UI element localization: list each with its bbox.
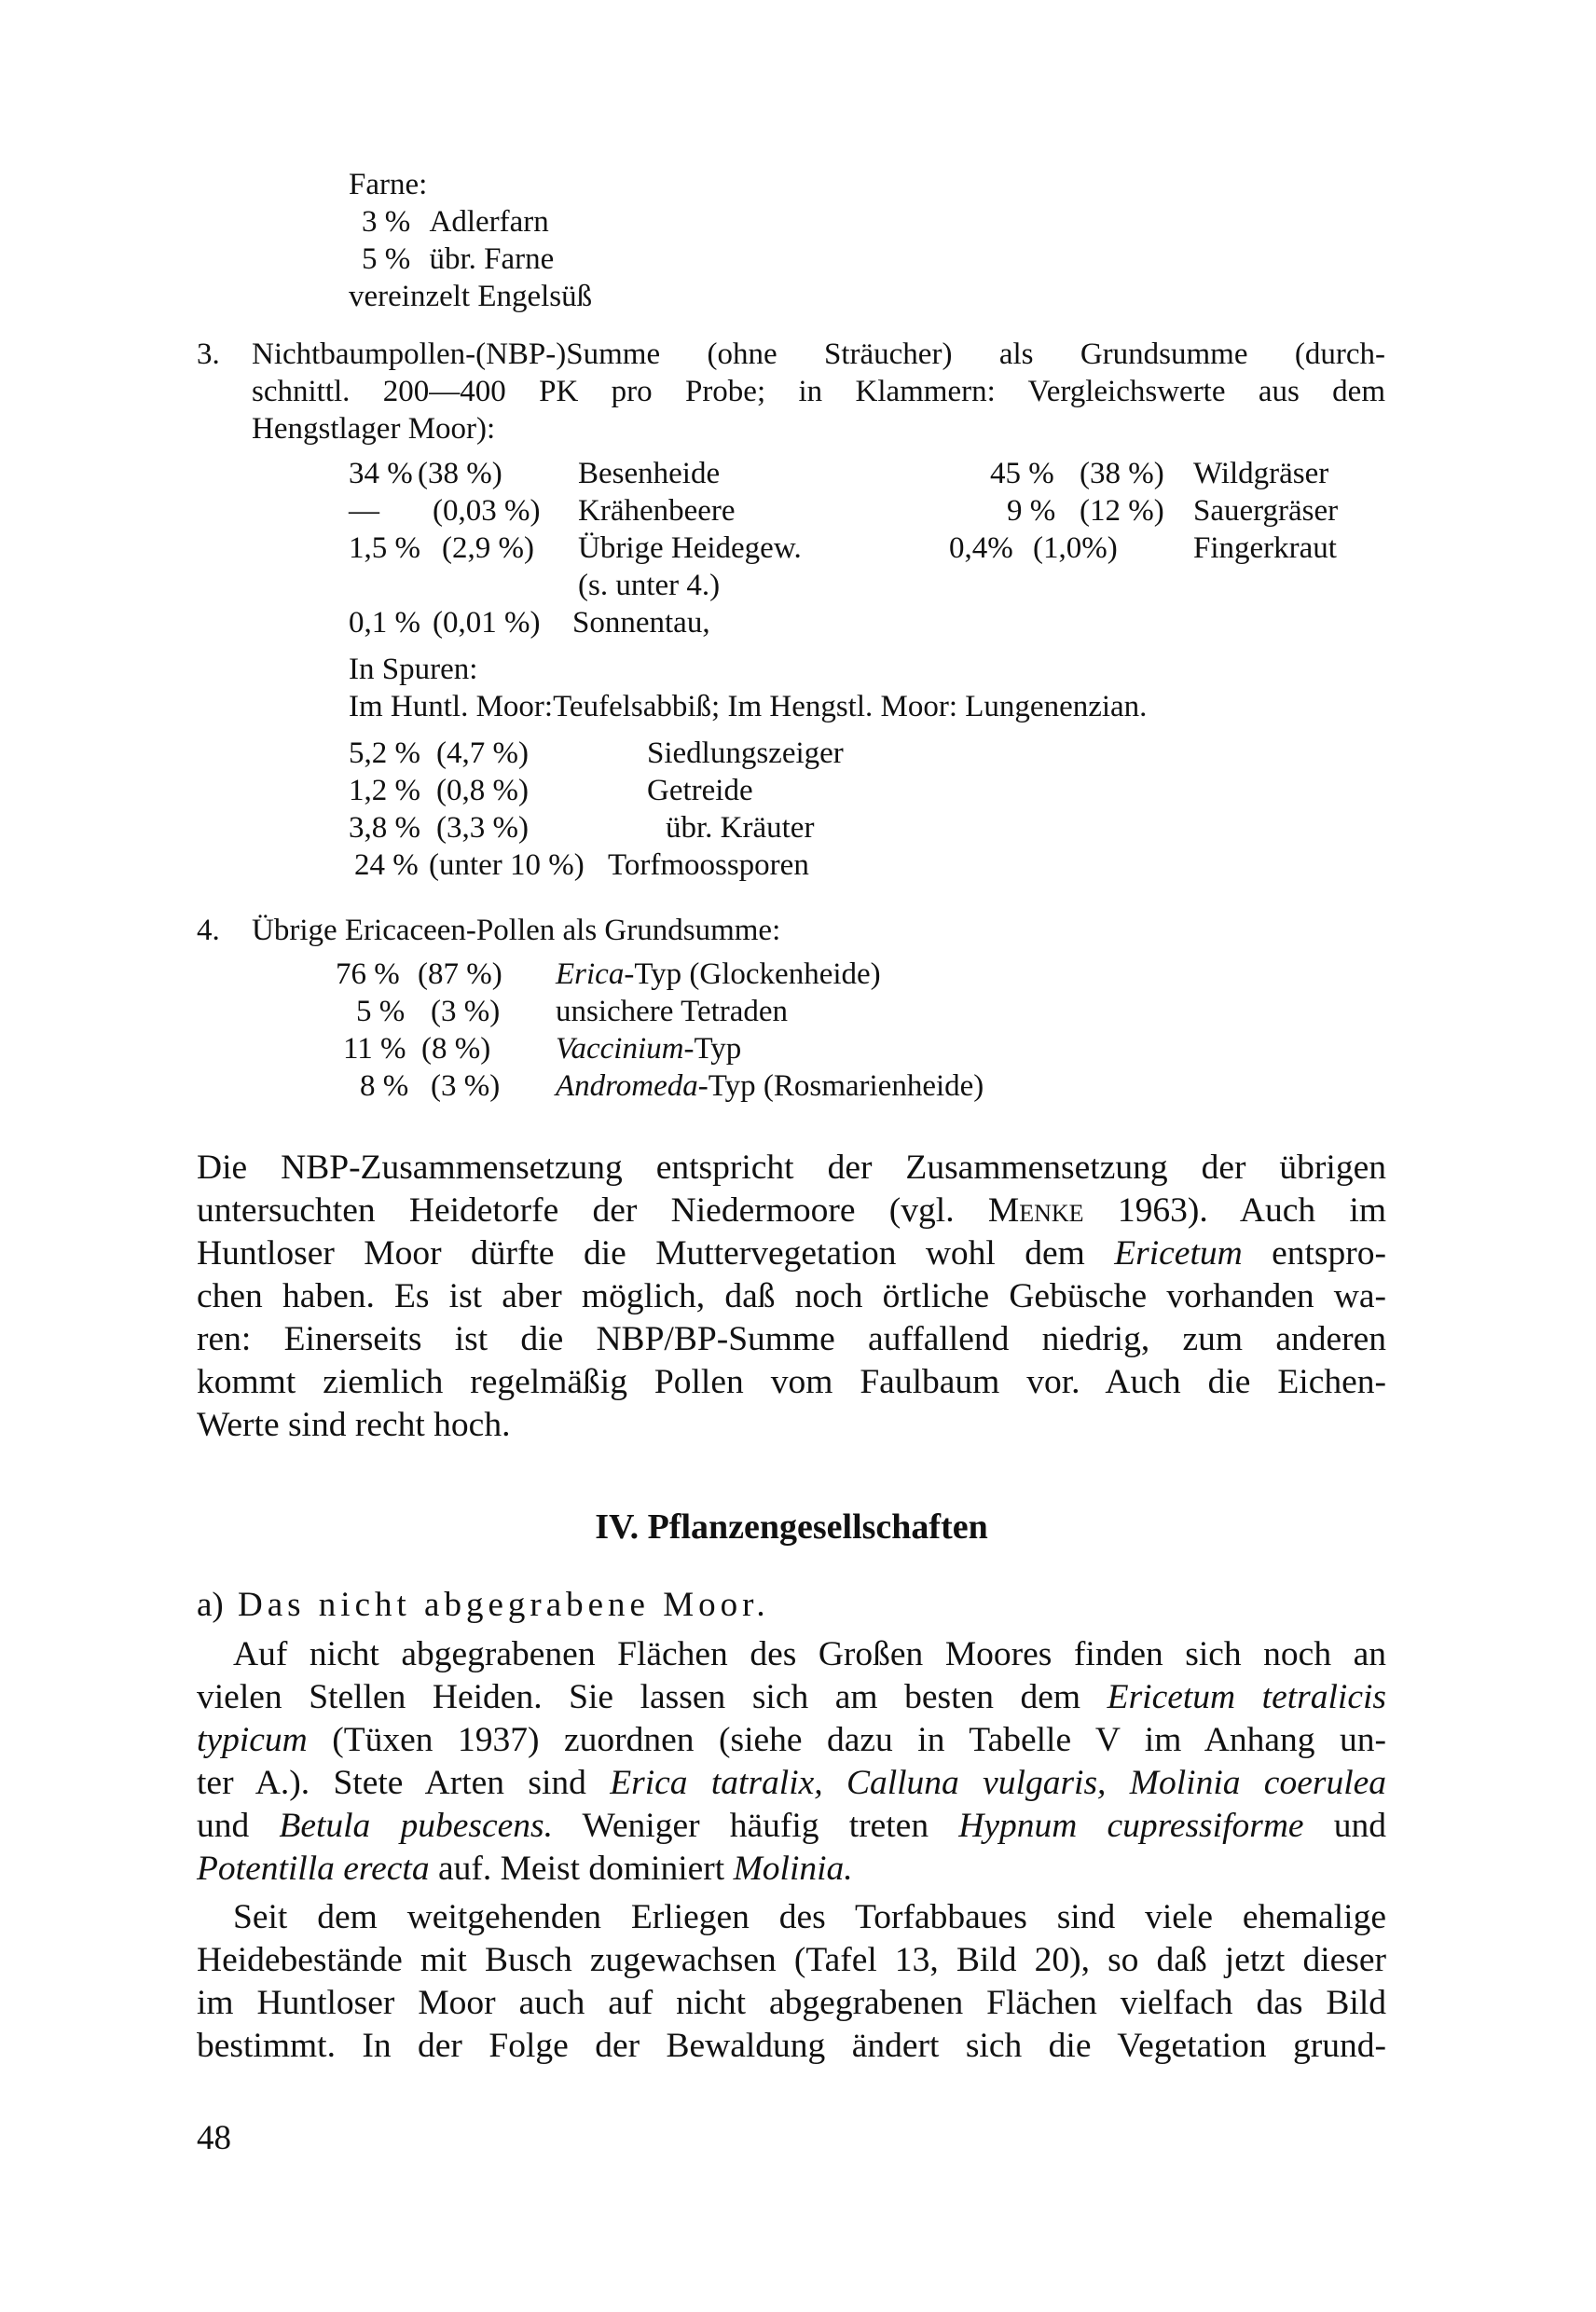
pollen-row <box>349 604 710 641</box>
ericaceen-row <box>343 1030 742 1067</box>
paragraph-line: ter A.). Stete Arten sind Erica tatralix, Calluna vulgaris, Molinia coerulea <box>197 1764 1387 1802</box>
paragraph-line: im Huntloser Moor auch auf nicht abgegrabenen Flächen vielfach das Bild <box>197 1984 1386 2022</box>
farne-row <box>362 241 554 278</box>
pct: 24 % <box>354 848 419 882</box>
farne-pct: 3 % <box>362 205 411 239</box>
author-name: Menke <box>987 1191 1084 1230</box>
name: übr. Kräuter <box>666 811 815 845</box>
cmp: (0,03 %) <box>433 494 541 528</box>
section-3-number: 3. <box>197 337 220 371</box>
paragraph-line: bestimmt. In der Folge der Bewaldung ändert sich die Vegetation grund- <box>197 2027 1386 2065</box>
section-3-line: schnittl. 200—400 PK pro Probe; in Klammern: Vergleichswerte aus dem <box>252 375 1385 408</box>
ericaceen-row <box>336 956 881 993</box>
cmp: (0,01 %) <box>433 606 541 640</box>
cmp: (8 %) <box>421 1032 491 1066</box>
pollen-note: (s. unter 4.) <box>578 569 721 602</box>
section-heading: IV. Pflanzengesellschaften <box>595 1507 988 1547</box>
cmp: (3,3 %) <box>436 811 529 845</box>
page-number: 48 <box>197 2119 231 2157</box>
cmp: (38 %) <box>418 457 502 490</box>
paragraph-line: ren: Einerseits ist die NBP/BP-Summe auffallend niedrig, zum anderen <box>197 1320 1386 1358</box>
name: -Typ <box>683 1032 742 1066</box>
name: Übrige Heidegew. <box>578 531 802 565</box>
cmp: (87 %) <box>418 957 502 991</box>
pct: 9 % <box>1007 494 1056 528</box>
name: Fingerkraut <box>1193 531 1337 565</box>
section-4-title: Übrige Ericaceen-Pollen als Grundsumme: <box>252 914 781 947</box>
pollen-row <box>349 530 802 567</box>
farne-name: übr. Farne <box>429 242 555 276</box>
section-3-line: Nichtbaumpollen-(NBP-)Summe (ohne Sträucher) als Grundsumme (durch- <box>252 337 1385 371</box>
cmp: (2,9 %) <box>442 531 534 565</box>
pct: 0,4% <box>949 531 1013 565</box>
ericaceen-row <box>360 1067 984 1105</box>
pollen-row <box>990 455 1329 492</box>
farne-row <box>362 203 549 241</box>
name: -Typ (Glockenheide) <box>624 957 881 991</box>
name: Wildgräser <box>1193 457 1329 490</box>
farne-note: vereinzelt Engelsüß <box>349 280 593 313</box>
subheading-prefix: a) <box>197 1586 224 1624</box>
name: -Typ (Rosmarienheide) <box>697 1069 984 1103</box>
name: Krähenbeere <box>578 494 736 528</box>
cmp: (3 %) <box>431 1069 501 1103</box>
name-italic: Erica <box>556 957 625 991</box>
cmp: (4,7 %) <box>436 736 529 770</box>
pct: 76 % <box>336 957 400 991</box>
farne-pct: 5 % <box>362 242 411 276</box>
name: Sauergräser <box>1193 494 1339 528</box>
pollen-row <box>349 772 753 809</box>
cmp: (1,0%) <box>1033 531 1118 565</box>
paragraph-line: kommt ziemlich regelmäßig Pollen vom Faulbaum vor. Auch die Eichen- <box>197 1363 1386 1401</box>
pollen-row <box>349 492 736 530</box>
cmp: (12 %) <box>1080 494 1164 528</box>
cmp: (0,8 %) <box>436 774 529 807</box>
paragraph-line: Auf nicht abgegrabenen Flächen des Großen Moores finden sich noch an <box>233 1635 1386 1673</box>
section-4-number: 4. <box>197 914 220 947</box>
paragraph-line: vielen Stellen Heiden. Sie lassen sich am besten dem Ericetum tetralicis <box>197 1678 1386 1716</box>
name-italic: Andromeda <box>556 1069 698 1103</box>
paragraph-line: Seit dem weitgehenden Erliegen des Torfabbaues sind viele ehemalige <box>233 1898 1386 1936</box>
subheading-text: Das nicht abgegrabene Moor. <box>238 1586 770 1624</box>
cmp: (unter 10 %) <box>429 848 585 882</box>
ericaceen-row <box>356 993 789 1030</box>
pct: 8 % <box>360 1069 409 1103</box>
pollen-row <box>354 846 809 884</box>
name: Sonnentau, <box>572 606 710 640</box>
pollen-row <box>949 530 1337 567</box>
pct: 1,5 % <box>349 531 420 565</box>
name: Siedlungszeiger <box>647 736 844 770</box>
paragraph-line: chen haben. Es ist aber möglich, daß noch örtliche Gebüsche vorhanden wa- <box>197 1277 1386 1315</box>
pollen-row <box>349 809 815 846</box>
paragraph-line: Huntloser Moor dürfte die Muttervegetation wohl dem Ericetum entspro- <box>197 1234 1386 1273</box>
paragraph-line: Heidebestände mit Busch zugewachsen (Tafel 13, Bild 20), so daß jetzt dieser <box>197 1941 1386 1979</box>
pct: 5,2 % <box>349 736 420 770</box>
pct: 34 % <box>349 457 413 490</box>
farne-name: Adlerfarn <box>429 205 549 239</box>
name: Besenheide <box>578 457 721 490</box>
name-italic: Vaccinium <box>556 1032 684 1066</box>
name: Torfmoossporen <box>608 848 809 882</box>
subheading <box>197 1585 770 1625</box>
pollen-row <box>349 735 844 772</box>
section-3-line: Hengstlager Moor): <box>252 412 496 446</box>
spuren-label: In Spuren: <box>349 653 478 686</box>
paragraph-line: Werte sind recht hoch. <box>197 1406 511 1444</box>
paragraph-line: untersuchten Heidetorfe der Niedermoore (vgl. Menke 1963). Auch im <box>197 1191 1387 1230</box>
pollen-row <box>349 455 721 492</box>
paragraph-line: Die NBP-Zusammensetzung entspricht der Zusammensetzung der übrigen <box>197 1149 1386 1187</box>
pct: 3,8 % <box>349 811 420 845</box>
pct: 1,2 % <box>349 774 420 807</box>
name: Getreide <box>647 774 753 807</box>
farne-heading: Farne: <box>349 168 428 201</box>
paragraph-line: typicum (Tüxen 1937) zuordnen (siehe dazu in Tabelle V im Anhang un- <box>197 1721 1387 1759</box>
name: unsichere Tetraden <box>556 995 789 1028</box>
pollen-row <box>1007 492 1339 530</box>
pct: 11 % <box>343 1032 406 1066</box>
cmp: (38 %) <box>1080 457 1164 490</box>
pct: 45 % <box>990 457 1054 490</box>
spuren-text: Im Huntl. Moor:Teufelsabbiß; Im Hengstl. Moor: Lungenenzian. <box>349 690 1148 723</box>
paragraph-line: und Betula pubescens. Weniger häufig treten Hypnum cupressiforme und <box>197 1807 1386 1845</box>
pct: — <box>349 494 379 528</box>
cmp: (3 %) <box>431 995 501 1028</box>
paragraph-line: Potentilla erecta auf. Meist dominiert Molinia. <box>197 1850 853 1888</box>
pct: 0,1 % <box>349 606 420 640</box>
pct: 5 % <box>356 995 406 1028</box>
